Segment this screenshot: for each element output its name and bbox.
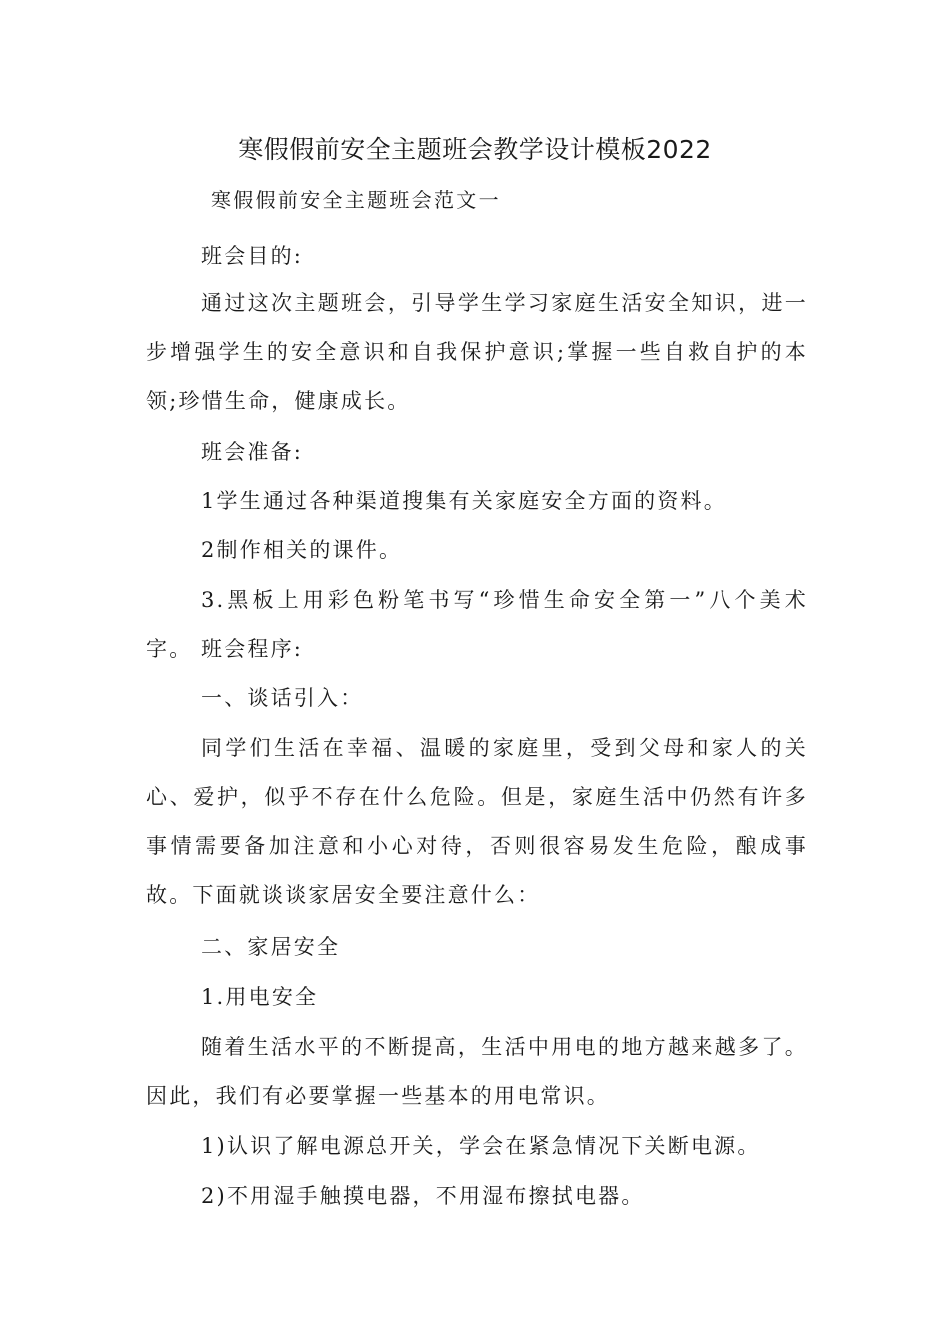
paragraph-electricity-heading: 1.用电安全 xyxy=(201,985,319,1009)
paragraph-preparation-heading: 班会准备: xyxy=(201,440,304,464)
paragraph-meeting-purpose-heading: 班会目的: xyxy=(201,244,304,268)
paragraph-electricity-rule-2: 2)不用湿手触摸电器，不用湿布擦拭电器。 xyxy=(201,1184,645,1208)
document-title: 寒假假前安全主题班会教学设计模板2022 xyxy=(238,135,712,164)
paragraph-preparation-item-1: 1学生通过各种渠道搜集有关家庭安全方面的资料。 xyxy=(201,489,727,513)
paragraph-section-2-heading: 二、家居安全 xyxy=(201,935,341,959)
paragraph-preparation-item-3: 3.黑板上用彩色粉笔书写“珍惜生命安全第一”八个美术字。 xyxy=(146,588,808,661)
paragraph-preparation-item-2: 2制作相关的课件。 xyxy=(201,538,403,562)
paragraph-meeting-purpose-body: 通过这次主题班会，引导学生学习家庭生活安全知识，进一步增强学生的安全意识和自我保护意识;掌握一些自救自护的本领;珍惜生命，健康成长。 xyxy=(146,291,808,413)
paragraph-section-1-body: 同学们生活在幸福、温暖的家庭里，受到父母和家人的关心、爱护，似乎不存在什么危险。但是，家庭生活中仍然有许多事情需要备加注意和小心对待，否则很容易发生危险，酿成事故。下面就谈谈家居安全要注意什么： xyxy=(146,736,808,907)
paragraph-electricity-rule-1: 1)认识了解电源总开关，学会在紧急情况下关断电源。 xyxy=(201,1134,761,1158)
paragraph-procedure-heading: 班会程序: xyxy=(201,637,304,661)
paragraph-section-1-heading: 一、谈话引入： xyxy=(201,686,364,710)
document-subtitle: 寒假假前安全主题班会范文一 xyxy=(211,188,501,212)
paragraph-electricity-body: 随着生活水平的不断提高，生活中用电的地方越来越多了。因此，我们有必要掌握一些基本的用电常识。 xyxy=(146,1035,808,1108)
